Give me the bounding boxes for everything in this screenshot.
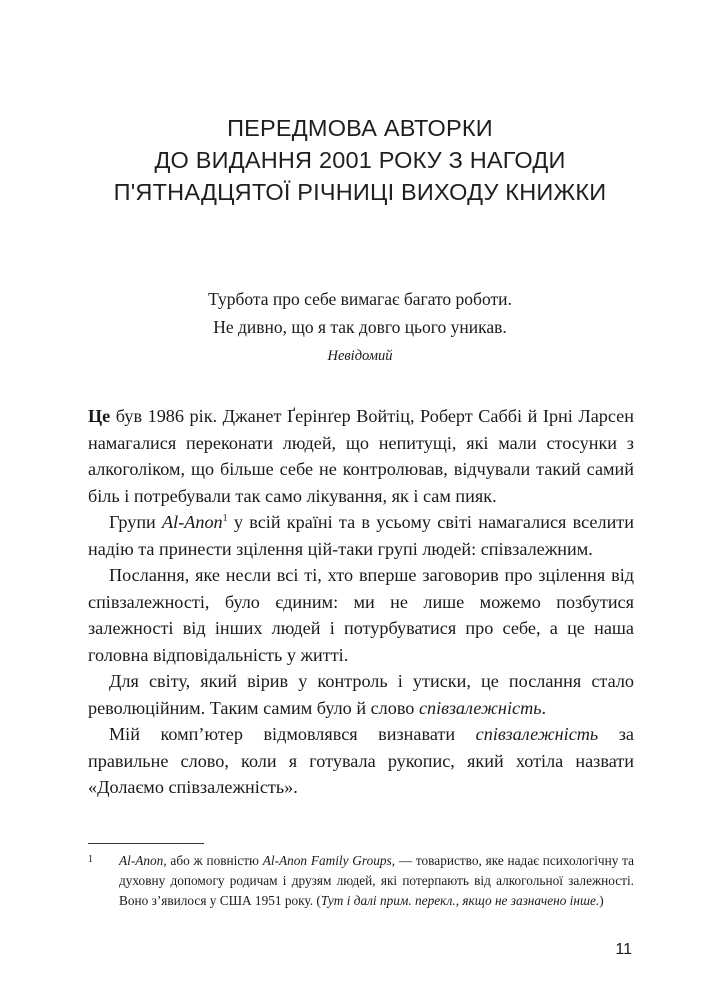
paragraph-1-runin: Це [88,406,111,426]
paragraph-5-end: за правильне слово, коли я готувала рукопис, який хотіла назвати «Долаємо співзалежність». [88,724,634,797]
paragraph-2-start: Групи [109,512,163,532]
paragraph-4 [88,668,634,721]
page-number: 11 [615,941,632,958]
paragraph-4-end: . [541,697,547,718]
paragraph-1 [88,403,634,509]
footnote-italic-3: Тут і далі прим. перекл., якщо не зазначено інше. [320,893,600,908]
heading-line-2: ДО ВИДАННЯ 2001 РОКУ З НАГОДИ [154,147,566,173]
paragraph-5-start: Мій комп’ютер відмовлявся визнавати [109,724,476,744]
epigraph-line-2: Не дивно, що я так довго цього уникав. [213,317,507,337]
paragraph-2-end: у всій країні та в усьому світі намагалися вселити надію та принести зцілення цій-таки групі людей: співзалежним. [88,512,634,559]
chapter-heading [0,112,720,208]
paragraph-3: Послання, яке несли всі ті, хто вперше заговорив про зцілення від співзалежності, було єдиним: ми не лише можемо позбутися залежності від інших людей і потурбуватися про себе, а це наша головна відповідальність у житті. [88,565,634,665]
paragraph-2-italic: Al-Anon [162,512,223,532]
paragraph-5-italic: співзалежність [475,724,599,744]
paragraph-4-start: Для світу, який вірив у контроль і утиски, це послання стало революційним. Таким самим було й слово [88,671,634,718]
footnote-text-2: , — товариство, яке надає психологічну та духовну допомогу родичам і друзям людей, які потерпають від алкогольної залежності. Воно з’явилося у США 1951 року. ( [119,853,634,908]
heading-line-1: ПЕРЕДМОВА АВТОРКИ [227,115,493,141]
paragraph-4-italic: співзалежність [418,697,542,718]
footnote-marker: 1 [88,854,93,865]
body-text [88,403,634,801]
paragraph-2 [88,509,634,562]
footnote-text [88,851,634,911]
paragraph-1-text: був 1986 рік. Джанет Ґерінґер Войтіц, Роберт Саббі й Ірні Ларсен намагалися переконати людей, що непитущі, які мали стосунки з алкоголіком, що більше себе не контролював, відчували такий самий біль і потребували так само лікування, як і сам пияк. [88,406,634,506]
heading-line-3: П'ЯТНАДЦЯТОЇ РІЧНИЦІ ВИХОДУ КНИЖКИ [113,179,607,205]
footnote-ref[interactable]: 1 [222,512,228,524]
footnote-text-1: , або ж повністю [163,853,263,868]
footnote-italic-1: Al-Anon [119,853,164,868]
footnote-text-3: ) [599,893,604,908]
epigraph-line-1: Турбота про себе вимагає багато роботи. [208,289,512,309]
footnote-divider [88,843,204,844]
epigraph-author: Невідомий [327,348,393,364]
footnote [88,851,634,911]
footnote-italic-2: Al-Anon Family Groups [262,853,392,868]
paragraph-5 [88,721,634,801]
epigraph [0,285,720,369]
